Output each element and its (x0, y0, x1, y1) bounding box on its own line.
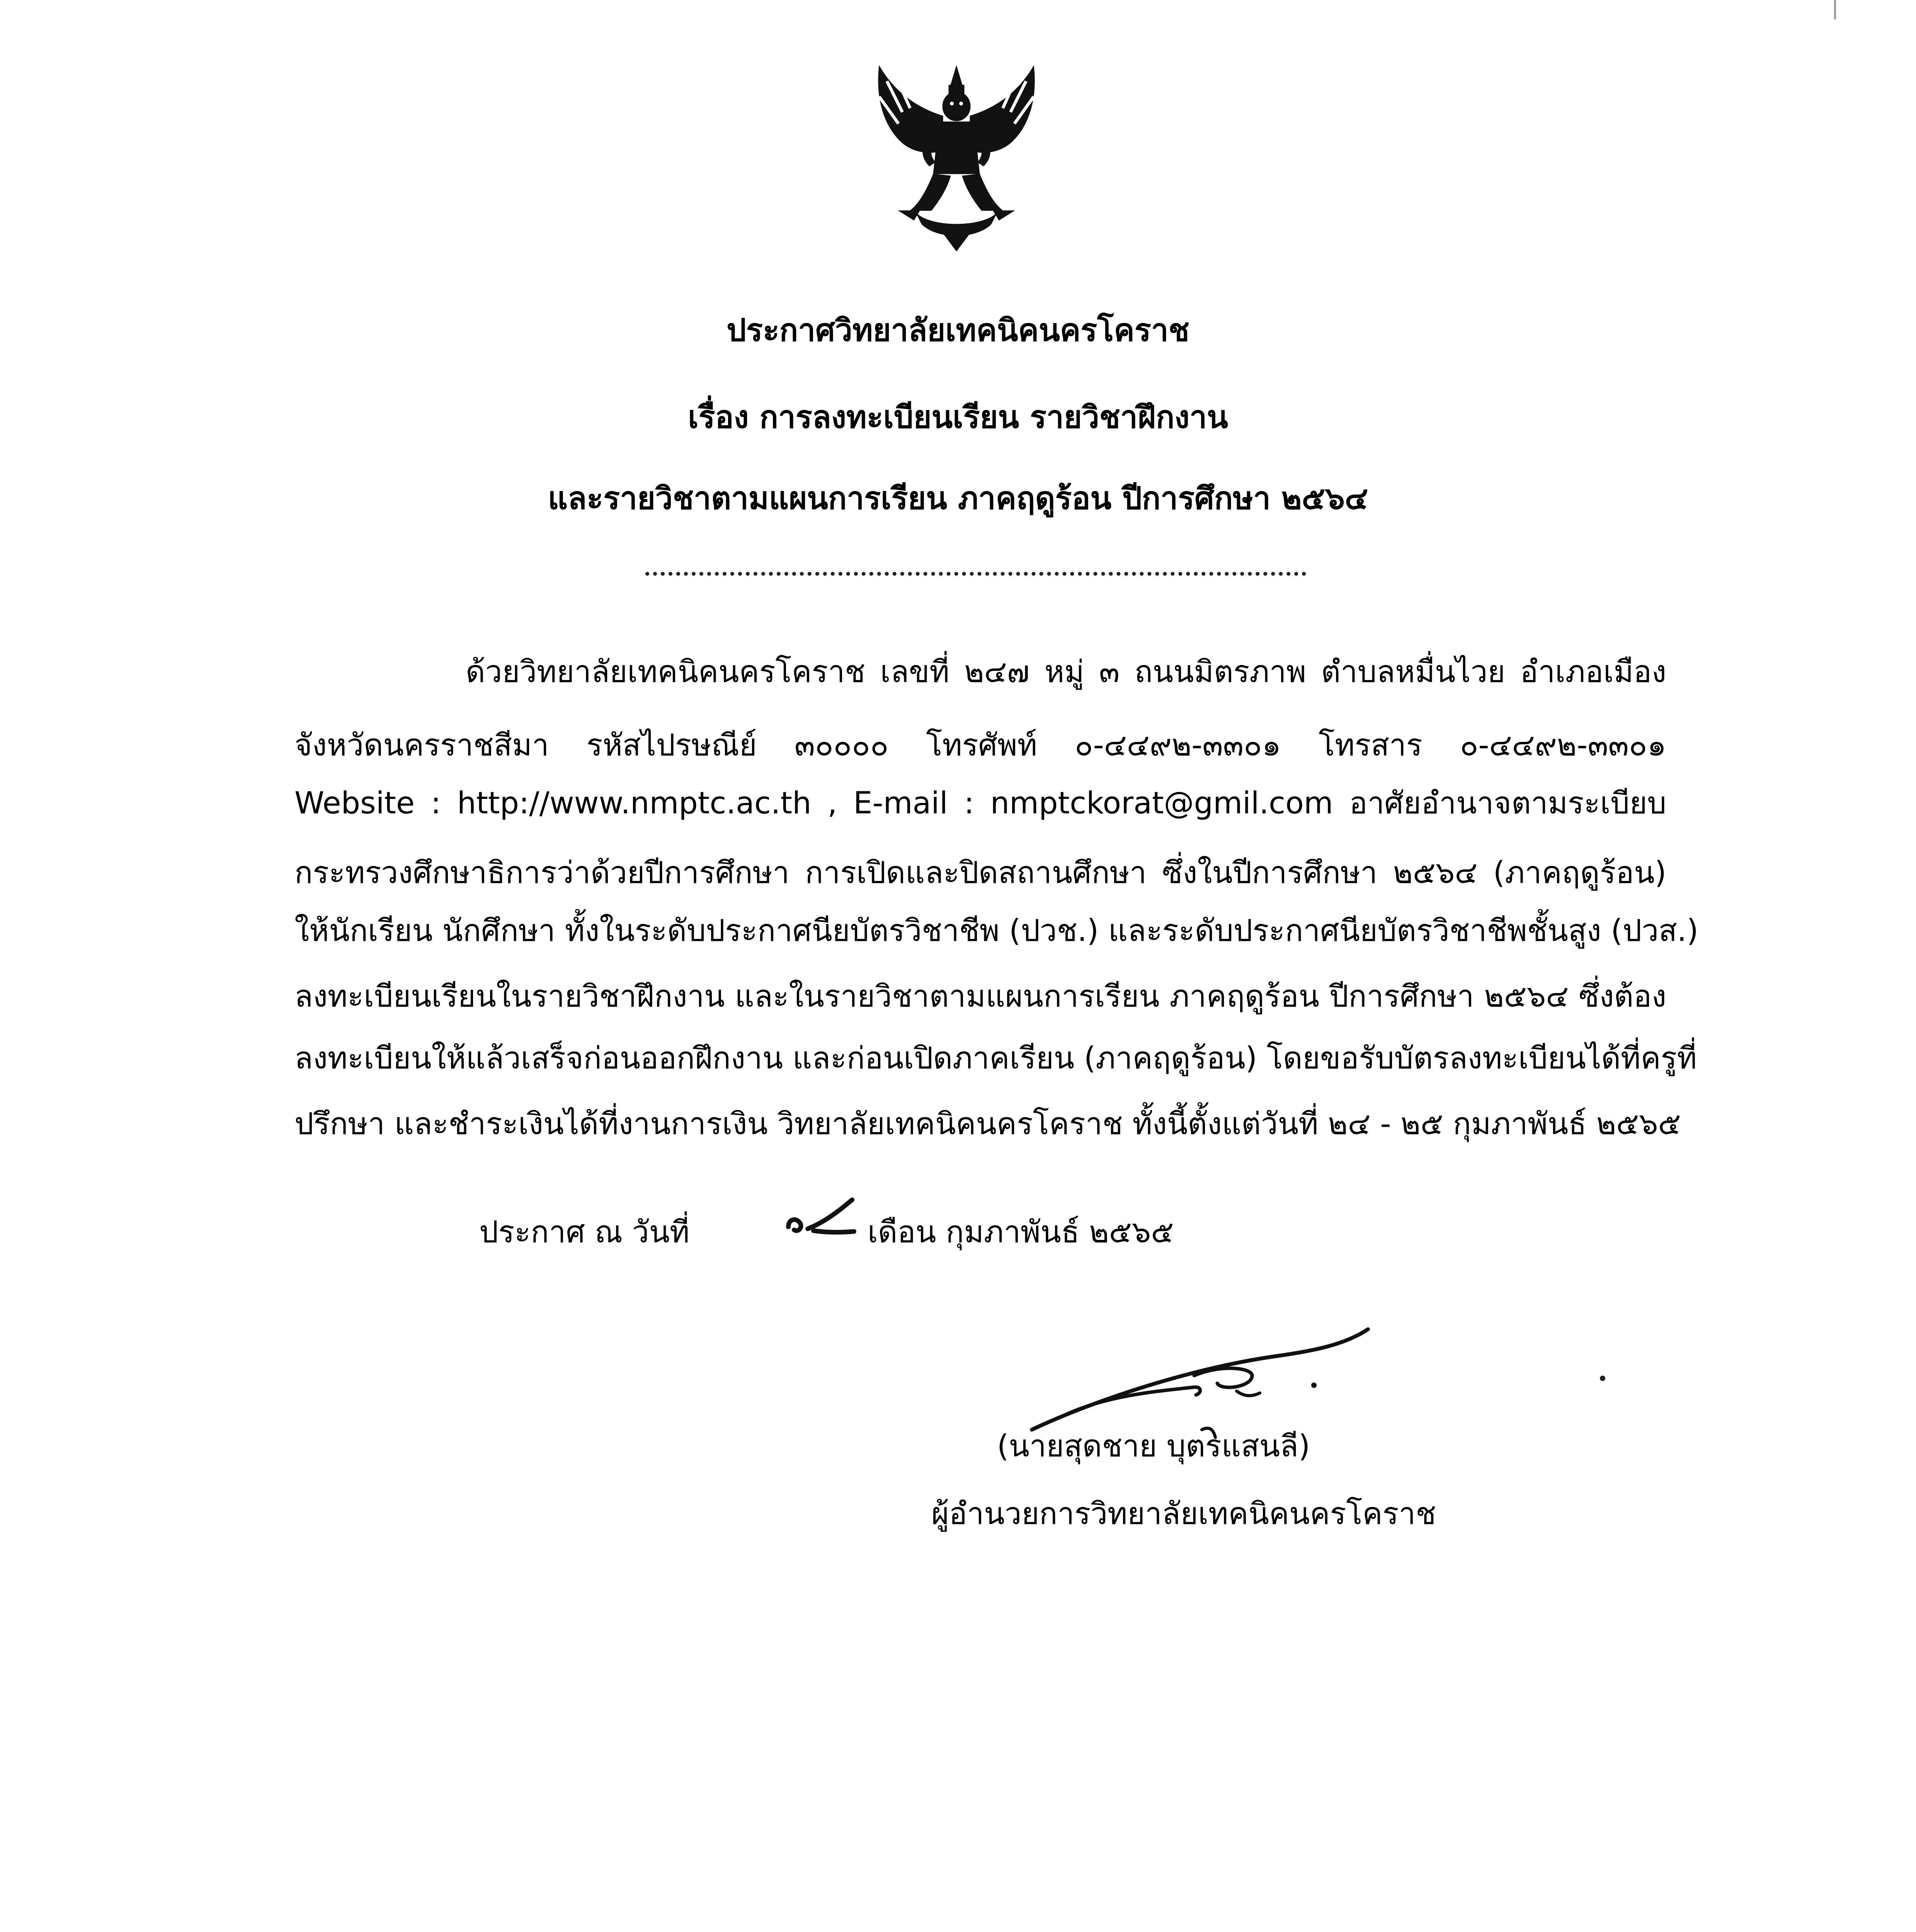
heading-announcement: ประกาศวิทยาลัยเทคนิคนครโคราช (727, 312, 1189, 348)
body-line: ปรึกษา และชำระเงินได้ที่งานการเงิน วิทยาลัยเทคนิคนครโคราช ทั้งนี้ตั้งแต่วันที่ ๒๔ - ๒๕ กุมภาพันธ์ ๒๕๖๕ (294, 1107, 1681, 1141)
heading-subject-continued: และรายวิชาตามแผนการเรียน ภาคฤดูร้อน ปีการศึกษา ๒๕๖๔ (548, 480, 1368, 516)
signatory-name: (นายสุดชาย บุตรแสนลี) (997, 1429, 1310, 1464)
garuda-emblem-icon (852, 58, 1061, 259)
body-line: ให้นักเรียน นักศึกษา ทั้งในระดับประกาศนียบัตรวิชาชีพ (ปวช.) และระดับประกาศนียบัตรวิชาชีพชั้นสูง (ปวส.) (294, 913, 1698, 948)
body-line: ด้วยวิทยาลัยเทคนิคนครโคราช เลขที่ ๒๔๗ หมู่ ๓ ถนนมิตรภาพ ตำบลหมื่นไวย อำเภอเมือง (466, 655, 1666, 689)
body-line: จังหวัดนครราชสีมา รหัสไปรษณีย์ ๓๐๐๐๐ โทรศัพท์ ๐-๔๔๙๒-๓๓๐๑ โทรสาร ๐-๔๔๙๒-๓๓๐๑ (294, 728, 1666, 763)
scan-edge-mark (1834, 0, 1836, 19)
announce-date-suffix: เดือน กุมภาพันธ์ ๒๕๖๕ (868, 1215, 1174, 1250)
body-line: ลงทะเบียนให้แล้วเสร็จก่อนออกฝึกงาน และก่อนเปิดภาคเรียน (ภาคฤดูร้อน) โดยขอรับบัตรลงทะเบียนได้ที่ครูที่ (294, 1041, 1697, 1076)
stray-dot (1600, 1376, 1605, 1381)
body-line: กระทรวงศึกษาธิการว่าด้วยปีการศึกษา การเปิดและปิดสถานศึกษา ซึ่งในปีการศึกษา ๒๕๖๔ (ภาคฤดูร้อน) (294, 855, 1666, 890)
heading-subject: เรื่อง การลงทะเบียนเรียน รายวิชาฝึกงาน (688, 399, 1228, 435)
signatory-position: ผู้อำนวยการวิทยาลัยเทคนิคนครโคราช (931, 1497, 1436, 1531)
body-line: ลงทะเบียนเรียนในรายวิชาฝึกงาน และในรายวิชาตามแผนการเรียน ภาคฤดูร้อน ปีการศึกษา ๒๕๖๔ ซึ่งต้อง (294, 979, 1666, 1014)
announce-date-prefix: ประกาศ ณ วันที่ (479, 1215, 690, 1250)
dotted-separator (645, 572, 1306, 576)
handwritten-day (781, 1196, 858, 1242)
body-line: Website : http://www.nmptc.ac.th , E-mail : nmptckorat@gmil.com อาศัยอำนาจตามระเบียบ (294, 786, 1666, 821)
